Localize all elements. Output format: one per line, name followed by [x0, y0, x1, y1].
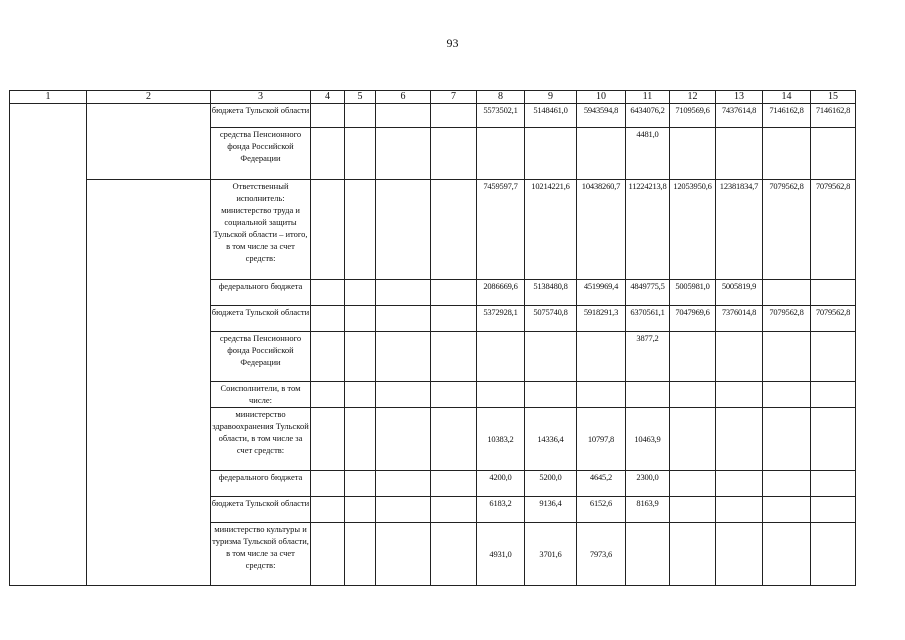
- value-cell: [716, 382, 763, 408]
- value-cell: 12381834,7: [716, 180, 763, 280]
- row-label: средства Пенсионного фонда Российской Федерации: [211, 332, 311, 382]
- value-cell: [577, 128, 626, 180]
- empty-cell: [345, 180, 376, 280]
- row-label: федерального бюджета: [211, 280, 311, 306]
- value-cell: 10797,8: [577, 408, 626, 471]
- value-cell: 4200,0: [477, 471, 525, 497]
- value-cell: 5075740,8: [525, 306, 577, 332]
- value-cell: 7146162,8: [811, 104, 856, 128]
- value-cell: 10463,9: [626, 408, 670, 471]
- column-header: 10: [577, 91, 626, 104]
- value-cell: 4481,0: [626, 128, 670, 180]
- empty-cell: [311, 104, 345, 128]
- empty-cell: [345, 497, 376, 523]
- value-cell: [811, 382, 856, 408]
- value-cell: [477, 128, 525, 180]
- value-cell: [763, 523, 811, 586]
- value-cell: [670, 497, 716, 523]
- value-cell: 5138480,8: [525, 280, 577, 306]
- column-header: 5: [345, 91, 376, 104]
- empty-cell: [345, 128, 376, 180]
- empty-cell: [431, 523, 477, 586]
- value-cell: 6152,6: [577, 497, 626, 523]
- empty-cell: [431, 104, 477, 128]
- value-cell: [811, 471, 856, 497]
- value-cell: [577, 382, 626, 408]
- column-2-cell: [87, 104, 211, 180]
- value-cell: 5573502,1: [477, 104, 525, 128]
- value-cell: 6370561,1: [626, 306, 670, 332]
- column-header: 7: [431, 91, 477, 104]
- empty-cell: [431, 408, 477, 471]
- value-cell: 2086669,6: [477, 280, 525, 306]
- value-cell: [763, 128, 811, 180]
- value-cell: [525, 382, 577, 408]
- empty-cell: [311, 128, 345, 180]
- value-cell: [763, 382, 811, 408]
- value-cell: [626, 382, 670, 408]
- value-cell: [811, 497, 856, 523]
- empty-cell: [311, 180, 345, 280]
- row-label: бюджета Тульской области: [211, 497, 311, 523]
- value-cell: 4519969,4: [577, 280, 626, 306]
- value-cell: [670, 523, 716, 586]
- empty-cell: [311, 382, 345, 408]
- value-cell: 3877,2: [626, 332, 670, 382]
- value-cell: [716, 408, 763, 471]
- column-header: 14: [763, 91, 811, 104]
- row-label: бюджета Тульской области: [211, 104, 311, 128]
- row-label: министерство здравоохранения Тульской области, в том числе за счет средств:: [211, 408, 311, 471]
- empty-cell: [376, 408, 431, 471]
- empty-cell: [311, 523, 345, 586]
- column-1-cell: [10, 104, 87, 586]
- empty-cell: [376, 332, 431, 382]
- value-cell: 5918291,3: [577, 306, 626, 332]
- column-header: 3: [211, 91, 311, 104]
- value-cell: [811, 280, 856, 306]
- empty-cell: [376, 306, 431, 332]
- empty-cell: [376, 497, 431, 523]
- value-cell: 5005981,0: [670, 280, 716, 306]
- column-header: 13: [716, 91, 763, 104]
- value-cell: [811, 128, 856, 180]
- empty-cell: [345, 280, 376, 306]
- value-cell: [477, 332, 525, 382]
- empty-cell: [431, 128, 477, 180]
- value-cell: 5200,0: [525, 471, 577, 497]
- value-cell: 7376014,8: [716, 306, 763, 332]
- value-cell: [716, 332, 763, 382]
- value-cell: 10438260,7: [577, 180, 626, 280]
- value-cell: [626, 523, 670, 586]
- empty-cell: [345, 104, 376, 128]
- value-cell: 7079562,8: [763, 306, 811, 332]
- column-header: 9: [525, 91, 577, 104]
- value-cell: 5372928,1: [477, 306, 525, 332]
- value-cell: 5005819,9: [716, 280, 763, 306]
- empty-cell: [345, 523, 376, 586]
- row-label: Соисполнители, в том числе:: [211, 382, 311, 408]
- empty-cell: [431, 306, 477, 332]
- empty-cell: [311, 332, 345, 382]
- empty-cell: [345, 382, 376, 408]
- value-cell: [716, 471, 763, 497]
- empty-cell: [376, 180, 431, 280]
- value-cell: 6434076,2: [626, 104, 670, 128]
- table-row: [10, 180, 856, 280]
- row-label: Ответственный исполнитель: министерство труда и социальной защиты Тульской области – итого, в том числе за счет средств:: [211, 180, 311, 280]
- empty-cell: [376, 280, 431, 306]
- value-cell: 10383,2: [477, 408, 525, 471]
- value-cell: 8163,9: [626, 497, 670, 523]
- value-cell: 4931,0: [477, 523, 525, 586]
- value-cell: 11224213,8: [626, 180, 670, 280]
- column-header: 1: [10, 91, 87, 104]
- value-cell: 6183,2: [477, 497, 525, 523]
- value-cell: [763, 332, 811, 382]
- empty-cell: [431, 280, 477, 306]
- value-cell: [670, 332, 716, 382]
- value-cell: 3701,6: [525, 523, 577, 586]
- column-header: 2: [87, 91, 211, 104]
- empty-cell: [311, 471, 345, 497]
- value-cell: 12053950,6: [670, 180, 716, 280]
- value-cell: [716, 523, 763, 586]
- empty-cell: [431, 332, 477, 382]
- empty-cell: [311, 408, 345, 471]
- column-header: 12: [670, 91, 716, 104]
- column-header: 8: [477, 91, 525, 104]
- value-cell: [477, 382, 525, 408]
- column-2-cell: [87, 180, 211, 586]
- value-cell: [670, 128, 716, 180]
- empty-cell: [311, 497, 345, 523]
- column-header: 4: [311, 91, 345, 104]
- value-cell: [670, 471, 716, 497]
- empty-cell: [311, 280, 345, 306]
- value-cell: 9136,4: [525, 497, 577, 523]
- value-cell: 4849775,5: [626, 280, 670, 306]
- value-cell: 7079562,8: [811, 180, 856, 280]
- value-cell: 7973,6: [577, 523, 626, 586]
- page-number: 93: [446, 36, 459, 50]
- row-label: средства Пенсионного фонда Российской Федерации: [211, 128, 311, 180]
- value-cell: [763, 280, 811, 306]
- value-cell: 7459597,7: [477, 180, 525, 280]
- value-cell: 5943594,8: [577, 104, 626, 128]
- empty-cell: [345, 306, 376, 332]
- column-header: 11: [626, 91, 670, 104]
- value-cell: [811, 332, 856, 382]
- value-cell: [577, 332, 626, 382]
- value-cell: [763, 497, 811, 523]
- empty-cell: [376, 104, 431, 128]
- empty-cell: [431, 497, 477, 523]
- empty-cell: [376, 523, 431, 586]
- value-cell: 7146162,8: [763, 104, 811, 128]
- value-cell: [763, 471, 811, 497]
- empty-cell: [431, 471, 477, 497]
- value-cell: 7079562,8: [763, 180, 811, 280]
- value-cell: [811, 408, 856, 471]
- column-header: 6: [376, 91, 431, 104]
- value-cell: [525, 332, 577, 382]
- empty-cell: [345, 332, 376, 382]
- value-cell: [670, 408, 716, 471]
- row-label: бюджета Тульской области: [211, 306, 311, 332]
- value-cell: [525, 128, 577, 180]
- value-cell: 14336,4: [525, 408, 577, 471]
- empty-cell: [431, 382, 477, 408]
- empty-cell: [431, 180, 477, 280]
- empty-cell: [376, 471, 431, 497]
- empty-cell: [345, 408, 376, 471]
- budget-table: [9, 90, 856, 586]
- value-cell: 7079562,8: [811, 306, 856, 332]
- empty-cell: [376, 382, 431, 408]
- value-cell: 5148461,0: [525, 104, 577, 128]
- value-cell: [716, 497, 763, 523]
- value-cell: 7047969,6: [670, 306, 716, 332]
- value-cell: [716, 128, 763, 180]
- header-row: [10, 91, 856, 104]
- empty-cell: [345, 471, 376, 497]
- row-label: министерство культуры и туризма Тульской области, в том числе за счет средств:: [211, 523, 311, 586]
- value-cell: 2300,0: [626, 471, 670, 497]
- empty-cell: [311, 306, 345, 332]
- value-cell: [763, 408, 811, 471]
- row-label: федерального бюджета: [211, 471, 311, 497]
- value-cell: 4645,2: [577, 471, 626, 497]
- empty-cell: [376, 128, 431, 180]
- table-row: [10, 104, 856, 128]
- value-cell: 7437614,8: [716, 104, 763, 128]
- value-cell: [670, 382, 716, 408]
- value-cell: 10214221,6: [525, 180, 577, 280]
- value-cell: 7109569,6: [670, 104, 716, 128]
- value-cell: [811, 523, 856, 586]
- column-header: 15: [811, 91, 856, 104]
